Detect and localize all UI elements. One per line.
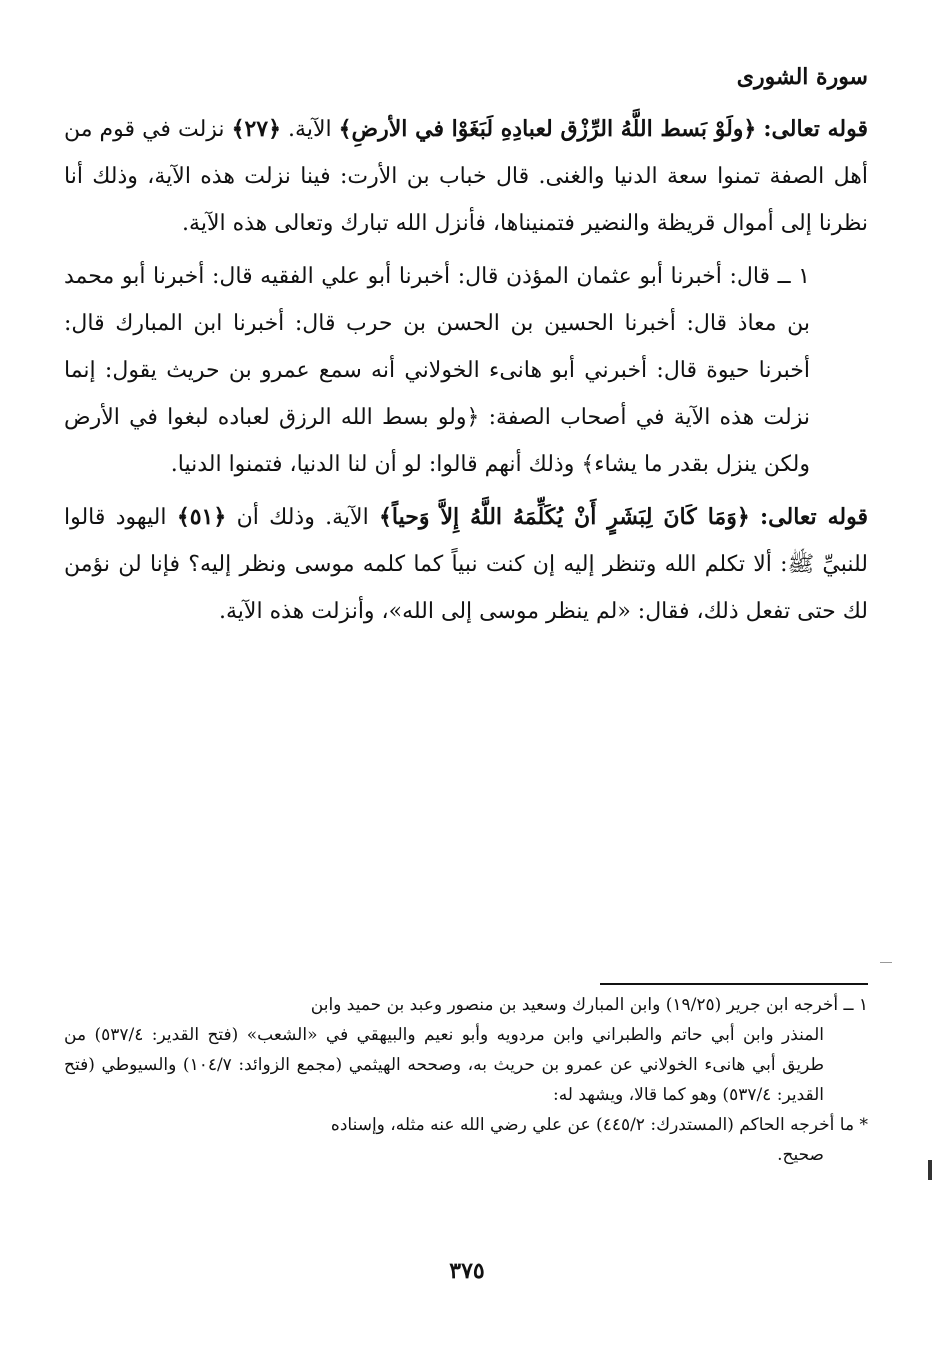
verse-tail: الآية. وذلك أن [236, 505, 369, 530]
footnote-divider [600, 983, 868, 985]
verse-lead: قوله تعالى: [760, 504, 869, 530]
narration-text-end: وذلك أنهم قالوا: لو أن لنا الدنيا، فتمنوا الدنيا. [170, 452, 575, 477]
quran-verse: ﴿ولَوْ بَسط اللَّهُ الرِّزْق لعبادِهِ لَبَغَوْا في الأرضِ﴾ [338, 116, 757, 142]
narration-text: ١ ــ قال: أخبرنا أبو عثمان المؤذن قال: أخبرنا أبو علي الفقيه قال: أخبرنا أبو محمد بن معاذ قال: أخبرنا الحسين بن الحسن بن حرب قال: أخبرنا ابن المبارك قال: أخبرنا حيوة قال: أخبرني أبو هانىء الخولاني أنه سمع عمرو بن حريث يقول: إنما نزلت هذه الآية في أصحاب الصفة: [64, 264, 811, 430]
main-text [64, 106, 868, 635]
footnote-star [64, 1110, 868, 1140]
running-head: سورة الشورى [736, 64, 868, 90]
verse-number: ﴿٥١﴾ [176, 504, 227, 530]
footnote-1-continuation [64, 1020, 868, 1110]
verse-lead: قوله تعالى: [763, 116, 869, 142]
footnotes [64, 990, 868, 1170]
footnote-star-first-line: * ما أخرجه الحاكم (المستدرك: ٤٤٥/٢) عن علي رضي الله عنه مثله، وإسناده [330, 1115, 868, 1135]
verse-heading-51 [64, 494, 868, 635]
scan-margin-mark [928, 1160, 932, 1180]
verse-heading-27 [64, 106, 868, 247]
narration-paragraph [64, 253, 868, 488]
quran-verse: ﴿وَمَا كَانَ لِبَشَرٍ أَنْ يُكَلِّمَهُ اللَّهُ إِلاَّ وَحياً﴾ [379, 504, 750, 530]
section-text: نزلت في قوم من أهل الصفة تمنوا سعة الدنيا والغنى. قال خباب بن الأرت: فينا نزلت هذه الآية، وذلك أنا نظرنا إلى أموال قريظة والنضير فتمنيناها، فأنزل الله تبارك وتعالى هذه الآية. [64, 117, 868, 236]
verse-tail: الآية. [288, 117, 332, 142]
footnote-1-first-line: ١ ــ أخرجه ابن جرير (١٩/٢٥) وابن المبارك وسعيد بن منصور وعبد بن حميد وابن [310, 995, 868, 1015]
footnote-1 [64, 990, 868, 1020]
footnote-star-rest: صحيح. [777, 1145, 824, 1165]
quran-quote: ﴿ولو بسط الله الرزق لعباده لبغوا في الأرض ولكن ينزل بقدر ما يشاء﴾ [64, 405, 810, 477]
verse-number: ﴿٢٧﴾ [231, 116, 281, 142]
footnote-1-rest: المنذر وابن أبي حاتم والطبراني وابن مردويه وأبو نعيم والبيهقي في «الشعب» (فتح القدير: ٥٣٧/٤) من طريق أبي هانىء الخولاني عن عمرو بن حريث به، وصححه الهيثمي (مجمع الزوائد: ١٠٤/٧) والسيوطي (فتح القدير: ٥٣٧/٤) وهو كما قالا، ويشهد له: [64, 1025, 824, 1105]
section-text: اليهود قالوا للنبيِّ ﷺ: ألا تكلم الله وتنظر إليه إن كنت نبياً كما كلمه موسى ونظر إليه؟ فإنا لن نؤمن لك حتى تفعل ذلك، فقال: «لم ينظر موسى إلى الله»، وأنزلت هذه الآية. [64, 505, 868, 624]
margin-tick [880, 962, 892, 963]
page-number: ٣٧٥ [449, 1258, 485, 1284]
footnote-star-continuation [64, 1140, 868, 1170]
